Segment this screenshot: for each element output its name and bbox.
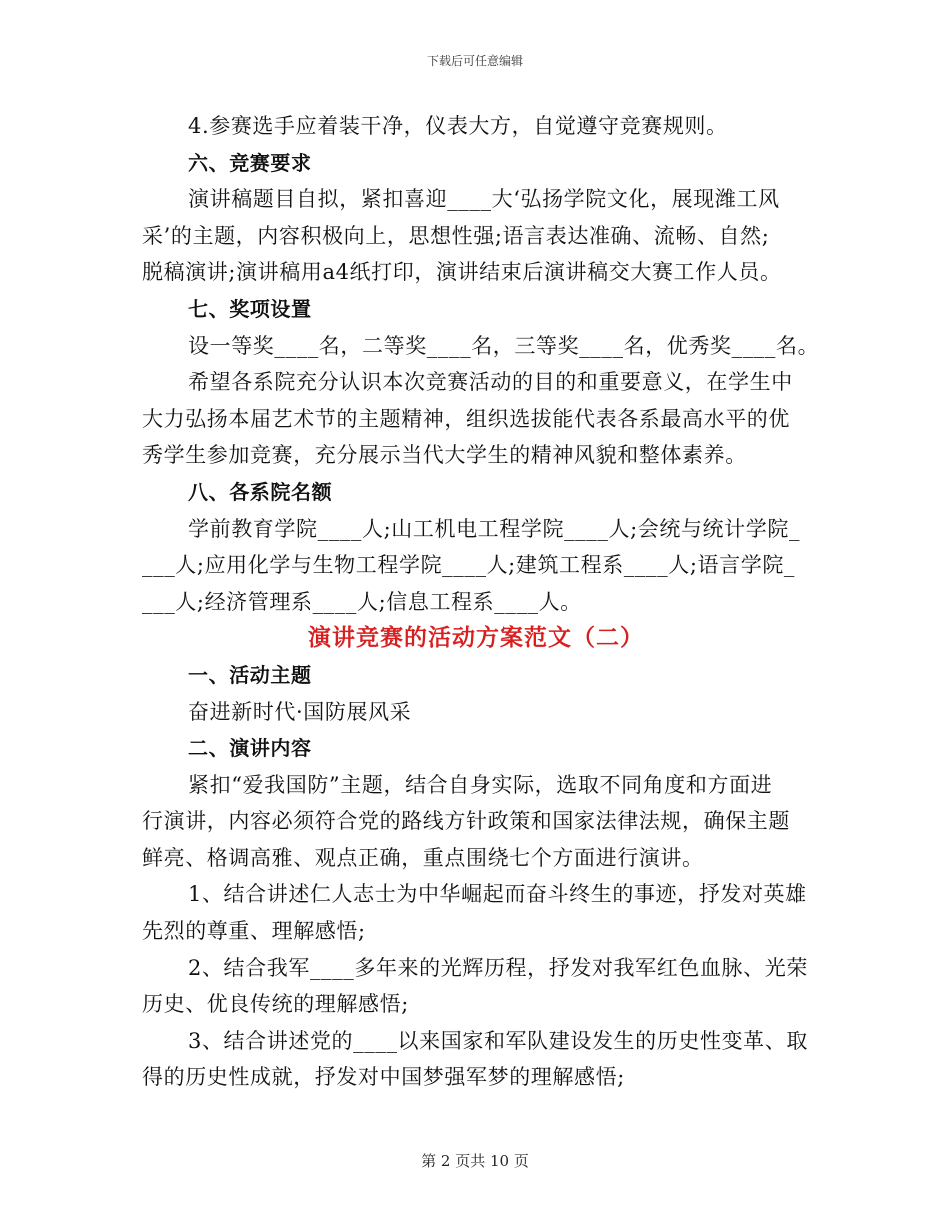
paragraph-line: 行演讲，内容必须符合党的路线方针政策和国家法律法规，确保主题 [142,809,790,834]
paragraph-first-line: 紧扣“爱我国防”主题，结合自身实际，选取不同角度和方面进 [188,772,773,797]
paragraph-first-line: 希望各系院充分认识本次竞赛活动的目的和重要意义，在学生中 [188,370,793,395]
paragraph-first-line: 2、结合我军____多年来的光辉历程，抒发对我军红色血脉、光荣 [188,955,808,980]
paragraph-line: 大力弘扬本届艺术节的主题精神，组织选拔能代表各系最高水平的优 [142,406,790,431]
paragraph-line: 先烈的尊重、理解感悟; [142,919,366,944]
paragraph-first-line: 4.参赛选手应着装干净，仪表大方，自觉遵守竞赛规则。 [188,114,728,138]
page-number-footer: 第 2 页共 10 页 [421,1152,529,1170]
document-title: 演讲竞赛的活动方案范文（二） [308,624,644,652]
paragraph-line: ___人;经济管理系____人;信息工程系____人。 [142,589,582,614]
paragraph-line: 历史、优良传统的理解感悟; [142,992,409,1017]
section-heading: 八、各系院名额 [188,479,333,504]
paragraph-first-line: 1、结合讲述仁人志士为中华崛起而奋斗终生的事迹，抒发对英雄 [188,882,807,907]
paragraph-first-line: 奋进新时代·国防展风采 [188,699,412,724]
section-heading: 六、竞赛要求 [188,150,312,175]
paragraph-first-line: 学前教育学院____人;山工机电工程学院____人;会统与统计学院_ [188,516,801,541]
paragraph-line: 秀学生参加竞赛，充分展示当代大学生的精神风貌和整体素养。 [142,443,747,468]
paragraph-first-line: 3、结合讲述党的____以来国家和军队建设发生的历史性变革、取 [188,1028,808,1053]
paragraph-line: 脱稿演讲;演讲稿用a4纸打印，演讲结束后演讲稿交大赛工作人员。 [142,260,782,285]
paragraph-line: ___人;应用化学与生物工程学院____人;建筑工程系____人;语言学院_ [142,553,796,578]
section-heading: 一、活动主题 [188,662,312,687]
document-body [142,108,820,1096]
paragraph-line: 鲜亮、格调高雅、观点正确，重点围绕七个方面进行演讲。 [142,845,704,870]
paragraph-line: 得的历史性成就，抒发对中国梦强军梦的理解感悟; [142,1065,625,1090]
paragraph-line: 采’的主题，内容积极向上，思想性强;语言表达准确、流畅、自然; [142,223,770,248]
page-header-note: 下载后可任意编辑 [426,54,523,68]
paragraph-first-line: 演讲稿题目自拟，紧扣喜迎____大‘弘扬学院文化，展现潍工风 [188,187,780,212]
section-heading: 二、演讲内容 [188,736,312,761]
paragraph-first-line: 设一等奖____名，二等奖____名，三等奖____名，优秀奖____名。 [188,333,820,358]
section-heading: 七、奖项设置 [188,296,312,321]
